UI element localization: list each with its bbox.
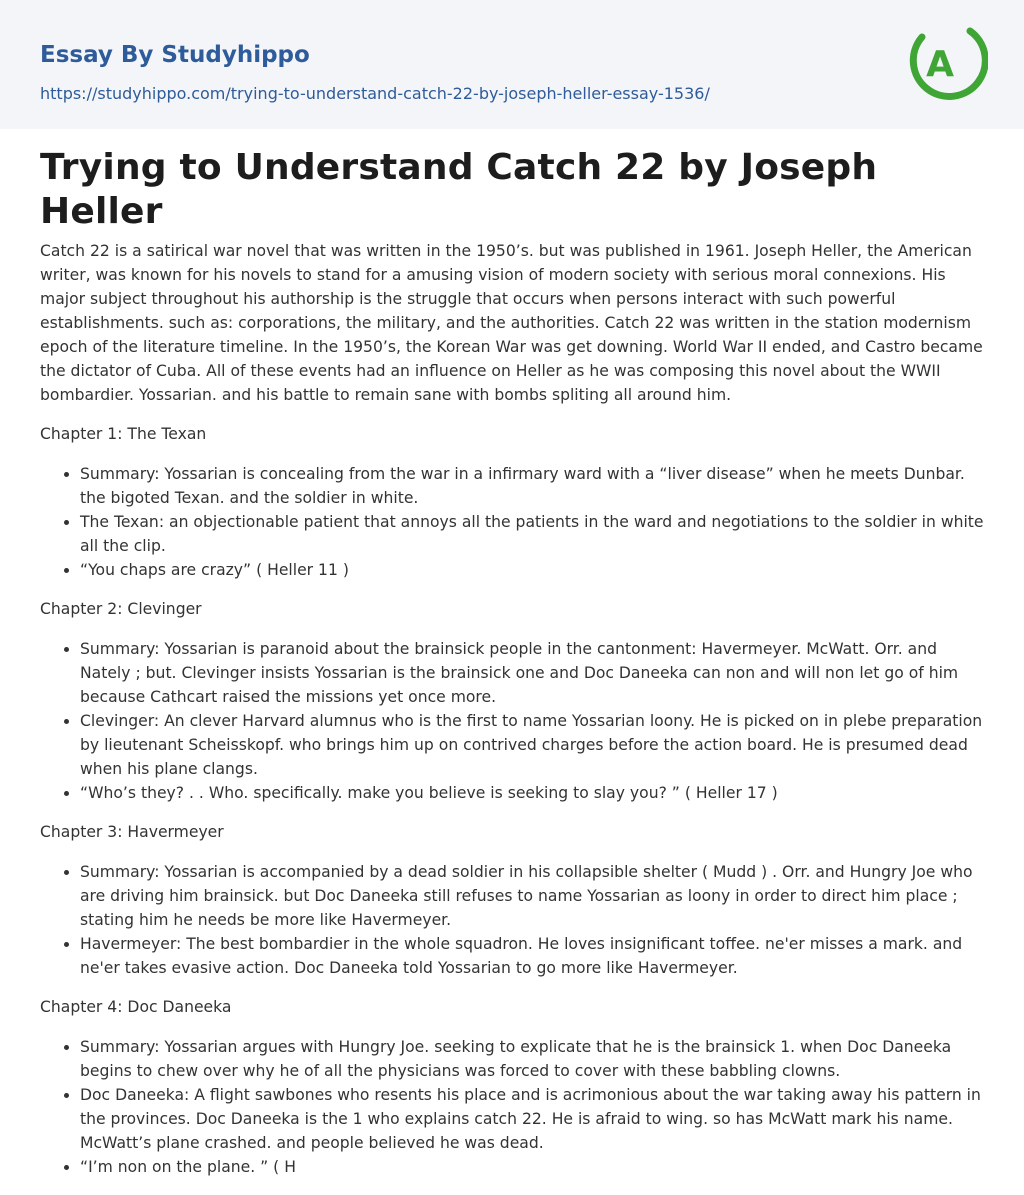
chapter-4-list — [80, 1035, 986, 1179]
chapter-2-list — [80, 637, 986, 805]
site-brand[interactable]: Essay By Studyhippo — [40, 42, 310, 68]
chapter-4-heading: Chapter 4: Doc Daneeka — [40, 998, 232, 1016]
studyhippo-logo-icon[interactable] — [908, 18, 988, 108]
chapter-1-list — [80, 462, 986, 582]
list-item: “You chaps are crazy” ( Heller 11 ) — [80, 558, 986, 582]
list-item: “I’m non on the plane. ” ( H — [80, 1155, 986, 1179]
list-item: Summary: Yossarian is paranoid about the brainsick people in the cantonment: Havermeyer. McWatt. Orr. and Nately ; but. Clevinger insists Yossarian is the brainsick one and Doc Daneeka can non and will non let go of him because Cathcart raised the missions yet once more. — [80, 637, 986, 709]
chapter-3-heading: Chapter 3: Havermeyer — [40, 823, 224, 841]
site-header — [0, 0, 1024, 129]
chapter-3-list — [80, 860, 986, 980]
list-item: Summary: Yossarian is concealing from the war in a infirmary ward with a “liver disease” when he meets Dunbar. the bigoted Texan. and the soldier in white. — [80, 462, 986, 510]
svg-text:A: A — [926, 44, 954, 85]
intro-paragraph: Catch 22 is a satirical war novel that was written in the 1950’s. but was published in 1961. Joseph Heller, the American writer, was known for his novels to stand for a amusing vision of modern society with serious moral connexions. His major subject throughout his authorship is the struggle that occurs when persons interact with such powerful establishments. such as: corporations, the military, and the authorities. Catch 22 was written in the station modernism epoch of the literature timeline. In the 1950’s, the Korean War was get downing. World War II ended, and Castro became the dictator of Cuba. All of these events had an influence on Heller as he was composing this novel about the WWII bombardier. Yossarian. and his battle to remain sane with bombs spliting all around him. — [40, 242, 983, 404]
list-item: Summary: Yossarian is accompanied by a dead soldier in his collapsible shelter ( Mudd ) . Orr. and Hungry Joe who are driving him brainsick. but Doc Daneeka still refuses to name Yossarian as loony in order to direct him place ; stating him he needs be more like Havermeyer. — [80, 860, 986, 932]
list-item: The Texan: an objectionable patient that annoys all the patients in the ward and negotiations to the soldier in white all the clip. — [80, 510, 986, 558]
list-item: Clevinger: An clever Harvard alumnus who is the first to name Yossarian loony. He is picked on in plebe preparation by lieutenant Scheisskopf. who brings him up on contrived charges before the action board. He is presumed dead when his plane clangs. — [80, 709, 986, 781]
article-body — [40, 146, 986, 1179]
list-item: Havermeyer: The best bombardier in the whole squadron. He loves insignificant toffee. ne'er misses a mark. and ne'er takes evasive action. Doc Daneeka told Yossarian to go more like Havermeyer. — [80, 932, 986, 980]
list-item: Summary: Yossarian argues with Hungry Joe. seeking to explicate that he is the brainsick 1. when Doc Daneeka begins to chew over why he of all the physicians was forced to cover with these babbling clowns. — [80, 1035, 986, 1083]
list-item: Doc Daneeka: A flight sawbones who resents his place and is acrimonious about the war taking away his pattern in the provinces. Doc Daneeka is the 1 who explains catch 22. He is afraid to wing. so has McWatt mark his name. McWatt’s plane crashed. and people believed he was dead. — [80, 1083, 986, 1155]
article-title: Trying to Understand Catch 22 by Joseph Heller — [40, 147, 878, 232]
source-url-link[interactable]: https://studyhippo.com/trying-to-understand-catch-22-by-joseph-heller-essay-1536/ — [40, 84, 710, 103]
chapter-1-heading: Chapter 1: The Texan — [40, 425, 207, 443]
list-item: “Who’s they? . . Who. specifically. make you believe is seeking to slay you? ” ( Heller 17 ) — [80, 781, 986, 805]
chapter-2-heading: Chapter 2: Clevinger — [40, 600, 202, 618]
